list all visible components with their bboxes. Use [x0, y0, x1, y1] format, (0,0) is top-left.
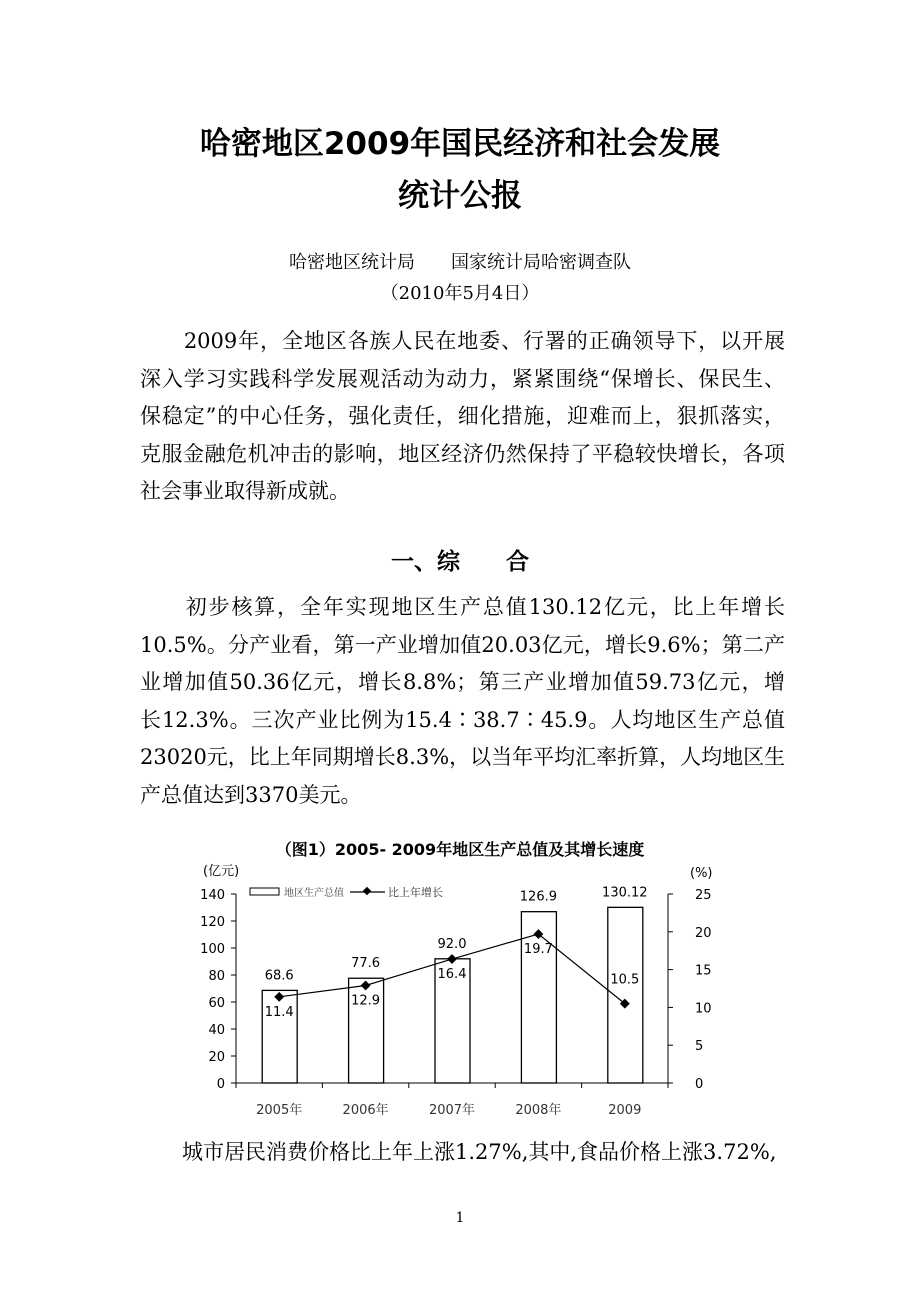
text-line: 2009年，全地区各族人民在地委、行署的正确领导下，以开展 — [140, 329, 785, 353]
section-heading: 一、综 合 — [391, 549, 529, 575]
text-line: 产总值达到3370美元。 — [140, 782, 362, 807]
growth-value-label: 16.4 — [437, 967, 467, 983]
intro-paragraph — [140, 323, 785, 511]
y2-axis-label: (%) — [690, 866, 713, 881]
y-tick-label: 80 — [208, 969, 225, 984]
page-number: 1 — [455, 1210, 465, 1226]
authors: 哈密地区统计局 国家统计局哈密调查队 — [289, 252, 631, 273]
bar-value-label: 77.6 — [351, 956, 381, 972]
legend — [250, 885, 443, 899]
y2-tick-label: 0 — [695, 1077, 704, 1092]
legend-line-label: 比上年增长 — [388, 886, 443, 899]
y2-tick-label: 15 — [695, 963, 712, 979]
y-tick-label: 20 — [208, 1050, 225, 1065]
text-line: 10.5%。分产业看，第一产业增加值20.03亿元，增长9.6%；第二产 — [140, 632, 785, 657]
growth-value-label: 19.7 — [523, 942, 553, 958]
y2-tick-label: 5 — [695, 1039, 704, 1055]
chart-title: （图1）2005- 2009年地区生产总值及其增长速度 — [275, 840, 645, 859]
y2-tick-label: 10 — [695, 1001, 712, 1017]
legend-line-marker — [363, 887, 371, 895]
title-line-2: 统计公报 — [398, 178, 522, 214]
section1-paragraph — [140, 589, 785, 814]
bar-value-label: 92.0 — [437, 936, 467, 952]
growth-value-label: 10.5 — [610, 972, 640, 988]
text-line: 深入学习实践科学发展观活动为动力，紧紧围绕“保增长、保民生、 — [140, 366, 785, 391]
y2-tick-label: 20 — [695, 925, 712, 941]
text-line: 23020元，比上年同期增长8.3%，以当年平均汇率折算，人均地区生 — [140, 745, 786, 769]
gdp-chart — [0, 828, 920, 1128]
x-tick-label: 2006年 — [342, 1103, 389, 1118]
y-tick-label: 60 — [208, 996, 225, 1011]
y2-tick-label: 25 — [695, 888, 712, 903]
bar-value-label: 130.12 — [602, 885, 648, 901]
title-line-1: 哈密地区2009年国民经济和社会发展 — [199, 126, 721, 162]
text-line: 保稳定”的中心任务，强化责任，细化措施，迎难而上，狠抓落实， — [140, 404, 785, 428]
closing-paragraph — [140, 1134, 785, 1172]
x-tick-label: 2008年 — [515, 1103, 562, 1118]
bar-value-label: 126.9 — [519, 889, 558, 905]
y-tick-label: 0 — [216, 1077, 225, 1092]
text-line: 城市居民消费价格比上年上涨1.27%,其中,食品价格上涨3.72%, — [140, 1140, 777, 1164]
text-line: 长12.3%。三次产业比例为15.4∶38.7∶45.9。人均地区生产总值 — [140, 707, 785, 732]
bar — [608, 907, 643, 1083]
text-line: 初步核算，全年实现地区生产总值130.12亿元，比上年增长 — [140, 595, 785, 619]
y-tick-label: 100 — [200, 942, 225, 957]
legend-bar-label: 地区生产总值 — [284, 888, 344, 899]
y-tick-label: 120 — [200, 915, 225, 930]
y-tick-label: 40 — [208, 1023, 225, 1038]
x-tick-label: 2007年 — [428, 1103, 476, 1118]
legend-bar-swatch — [250, 888, 279, 895]
y-axis-label: (亿元) — [203, 864, 240, 879]
text-line: 业增加值50.36亿元，增长8.8%；第三产业增加值59.73亿元，增 — [140, 670, 785, 694]
text-line: 克服金融危机冲击的影响，地区经济仍然保持了平稳较快增长，各项 — [140, 441, 785, 466]
y-tick-label: 140 — [200, 888, 225, 903]
x-tick-label: 2009 — [608, 1103, 642, 1118]
x-tick-label: 2005年 — [256, 1103, 303, 1118]
growth-value-label: 12.9 — [351, 993, 381, 1009]
text-line: 社会事业取得新成就。 — [140, 479, 350, 503]
growth-value-label: 11.4 — [264, 1004, 294, 1020]
bar-value-label: 68.6 — [264, 968, 294, 984]
date: （2010年5月4日） — [380, 283, 540, 304]
